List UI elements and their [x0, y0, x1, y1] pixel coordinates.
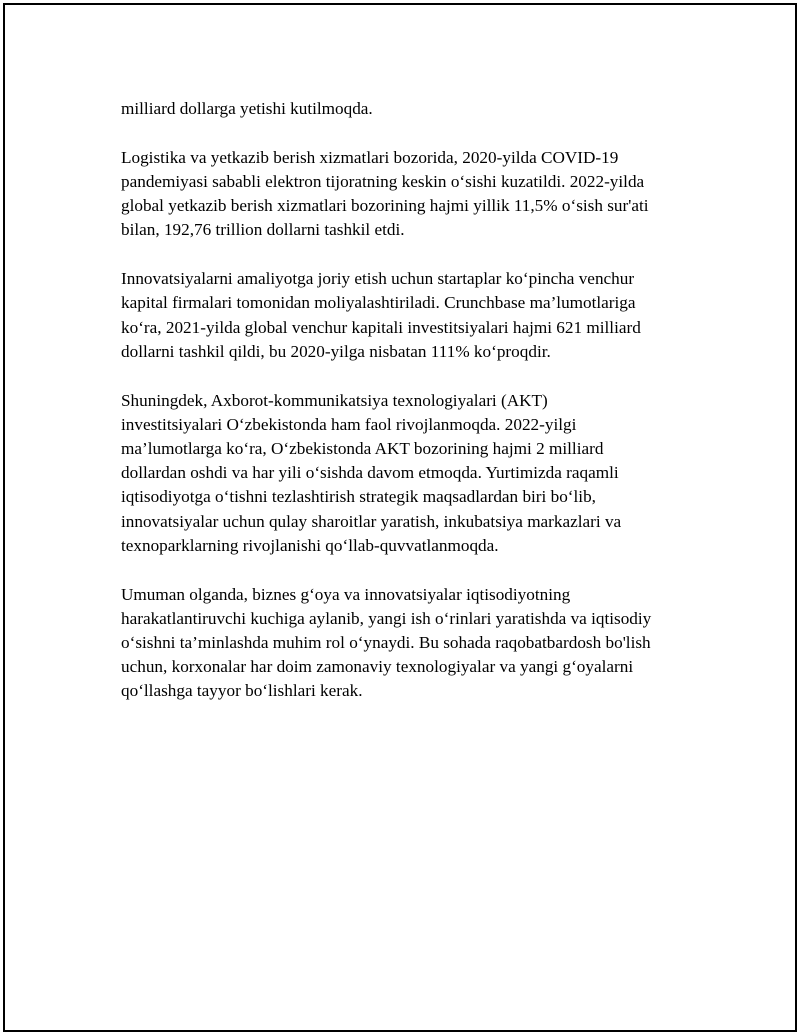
- paragraph-continuation: milliard dollarga yetishi kutilmoqda.: [121, 99, 373, 118]
- document-body: [121, 97, 701, 728]
- paragraph-logistics: Logistika va yetkazib berish xizmatlari bozorida, 2020-yilda COVID-19 pandemiyasi sababli elektron tijoratning keskin o‘sishi kuzatildi. 2022-yilda global yetkazib berish xizmatlari bozorining hajmi yillik 11,5% o‘sish sur'ati bilan, 192,76 trillion dollarni tashkil etdi.: [121, 147, 649, 240]
- paragraph-venture-capital: Innovatsiyalarni amaliyotga joriy etish uchun startaplar ko‘pincha venchur kapital firmalari tomonidan moliyalashtiriladi. Crunchbase ma’lumotlariga ko‘ra, 2021-yilda global venchur kapitali investitsiyalari hajmi 621 milliard dollarni tashkil qildi, bu 2020-yilga nisbatan 111% ko‘proqdir.: [121, 269, 641, 361]
- paragraph-ict-uzbekistan: Shuningdek, Axborot-kommunikatsiya texnologiyalari (AKT) investitsiyalari O‘zbekistonda ham faol rivojlanmoqda. 2022-yilgi ma’lumotlarga ko‘ra, O‘zbekistonda AKT bozorining hajmi 2 milliard dollardan oshdi va har yili o‘sishda davom etmoqda. Yurtimizda raqamli iqtisodiyotga o‘tishni tezlashtirish strategik maqsadlardan biri bo‘lib, innovatsiyalar uchun qulay sharoitlar yaratish, inkubatsiya markazlari va texnoparklarning rivojlanishi qo‘llab-quvvatlanmoqda.: [121, 390, 622, 555]
- paragraph-conclusion: Umuman olganda, biznes g‘oya va innovatsiyalar iqtisodiyotning harakatlantiruvchi kuchiga aylanib, yangi ish o‘rinlari yaratishda va iqtisodiy o‘sishni ta’minlashda muhim rol o‘ynaydi. Bu sohada raqobatbardosh bo'lish uchun, korxonalar har doim zamonaviy texnologiyalar va yangi g‘oyalarni qo‘llashga tayyor bo‘lishlari kerak.: [121, 584, 652, 701]
- document-page: [3, 3, 797, 1032]
